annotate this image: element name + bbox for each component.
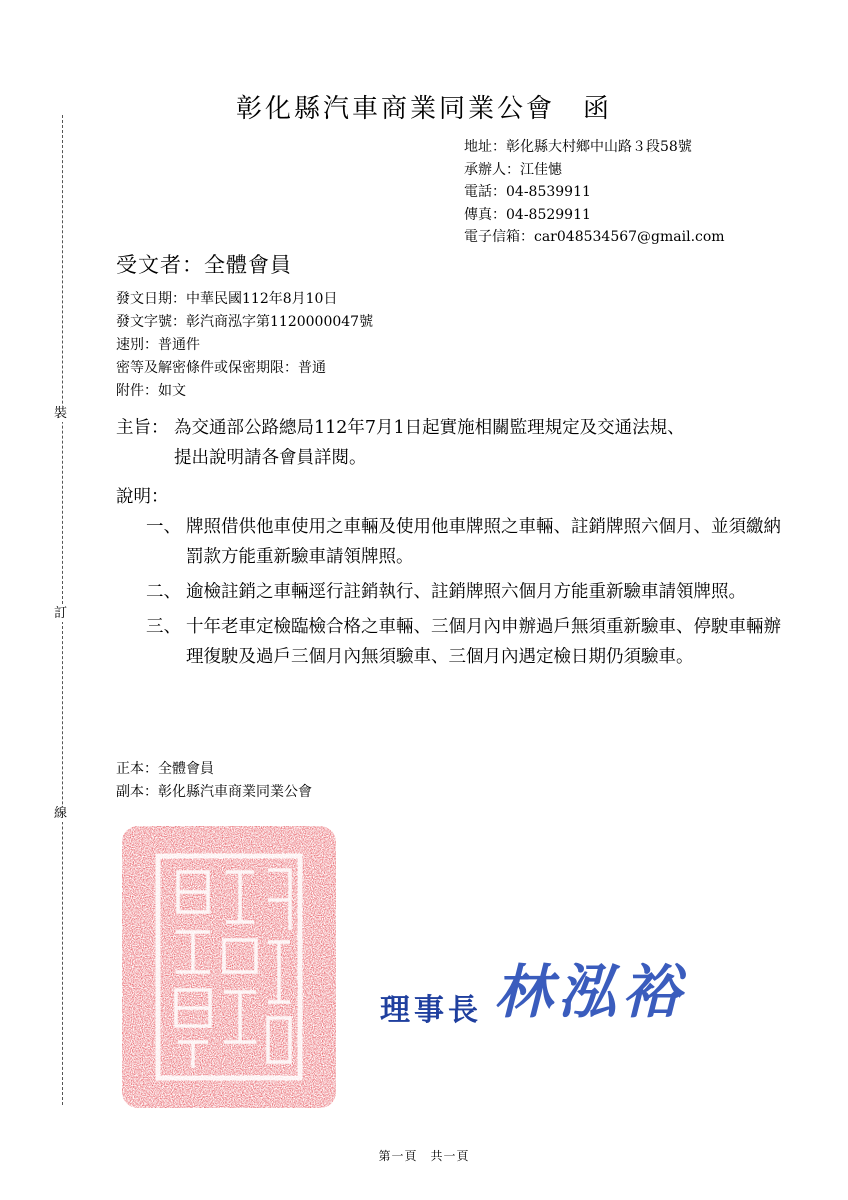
description-item <box>146 512 786 572</box>
contact-address: 地址：彰化縣大村鄉中山路３段58號 <box>464 139 692 155</box>
item-text: 十年老車定檢臨檢合格之車輛、三個月內申辦過戶無須重新驗車、停駛車輛辦理復駛及過戶三個月內無須驗車、三個月內遇定檢日期仍須驗車。 <box>186 617 781 667</box>
delivery-speed: 速別：普通件 <box>116 337 200 353</box>
contact-email: 電子信箱：car048534567@gmail.com <box>464 229 725 245</box>
description-list <box>146 512 786 677</box>
item-text: 逾檢註銷之車輛逕行註銷執行、註銷牌照六個月方能重新驗車請領牌照。 <box>186 582 746 602</box>
contact-block <box>464 136 725 249</box>
copy-recipient: 副本：彰化縣汽車商業同業公會 <box>116 784 312 800</box>
attachment: 附件：如文 <box>116 383 186 399</box>
item-number: 二、 <box>146 582 181 602</box>
recipient: 受文者：全體會員 <box>116 253 292 277</box>
document-number: 發文字號：彰汽商泓字第1120000047號 <box>116 314 374 330</box>
organization-name: 彰化縣汽車商業同業公會 <box>235 94 555 124</box>
binding-mark-middle: 訂 <box>54 606 68 621</box>
item-text: 牌照借供他車使用之車輛及使用他車牌照之車輛、註銷牌照六個月、並須繳納罰款方能重新驗車請領牌照。 <box>186 517 781 567</box>
issue-date: 發文日期：中華民國112年8月10日 <box>116 291 338 307</box>
chairman-signature: 林泓裕 <box>494 958 687 1026</box>
contact-fax: 傳真：04-8529911 <box>464 206 591 223</box>
seal-ink <box>122 826 336 1108</box>
document-meta <box>116 288 373 403</box>
description-item <box>146 612 786 672</box>
original-recipient: 正本：全體會員 <box>116 761 214 777</box>
official-seal-stamp <box>118 822 340 1112</box>
item-number: 三、 <box>146 617 181 637</box>
subject-line-2: 提出說明請各會員詳閱。 <box>174 448 367 468</box>
binding-mark-top: 裝 <box>54 406 68 421</box>
copies-block <box>116 758 312 804</box>
contact-phone: 電話：04-8539911 <box>464 184 591 200</box>
description-label: 說明： <box>116 487 169 507</box>
contact-handler: 承辦人：江佳憓 <box>464 161 562 178</box>
item-number: 一、 <box>146 517 181 537</box>
subject-block <box>116 413 786 473</box>
security-level: 密等及解密條件或保密期限：普通 <box>116 360 326 376</box>
binding-mark-bottom: 線 <box>54 806 68 821</box>
document-type: 函 <box>583 94 613 124</box>
chairman-title: 理事長 <box>380 993 482 1028</box>
subject-label: 主旨： <box>116 418 169 438</box>
page-footer: 第一頁 共一頁 <box>378 1149 470 1163</box>
subject-line-1: 為交通部公路總局112年7月1日起實施相關監理規定及交通法規、 <box>174 418 685 438</box>
signature-block <box>380 945 686 1029</box>
document-title <box>0 88 848 125</box>
description-item <box>146 577 786 607</box>
